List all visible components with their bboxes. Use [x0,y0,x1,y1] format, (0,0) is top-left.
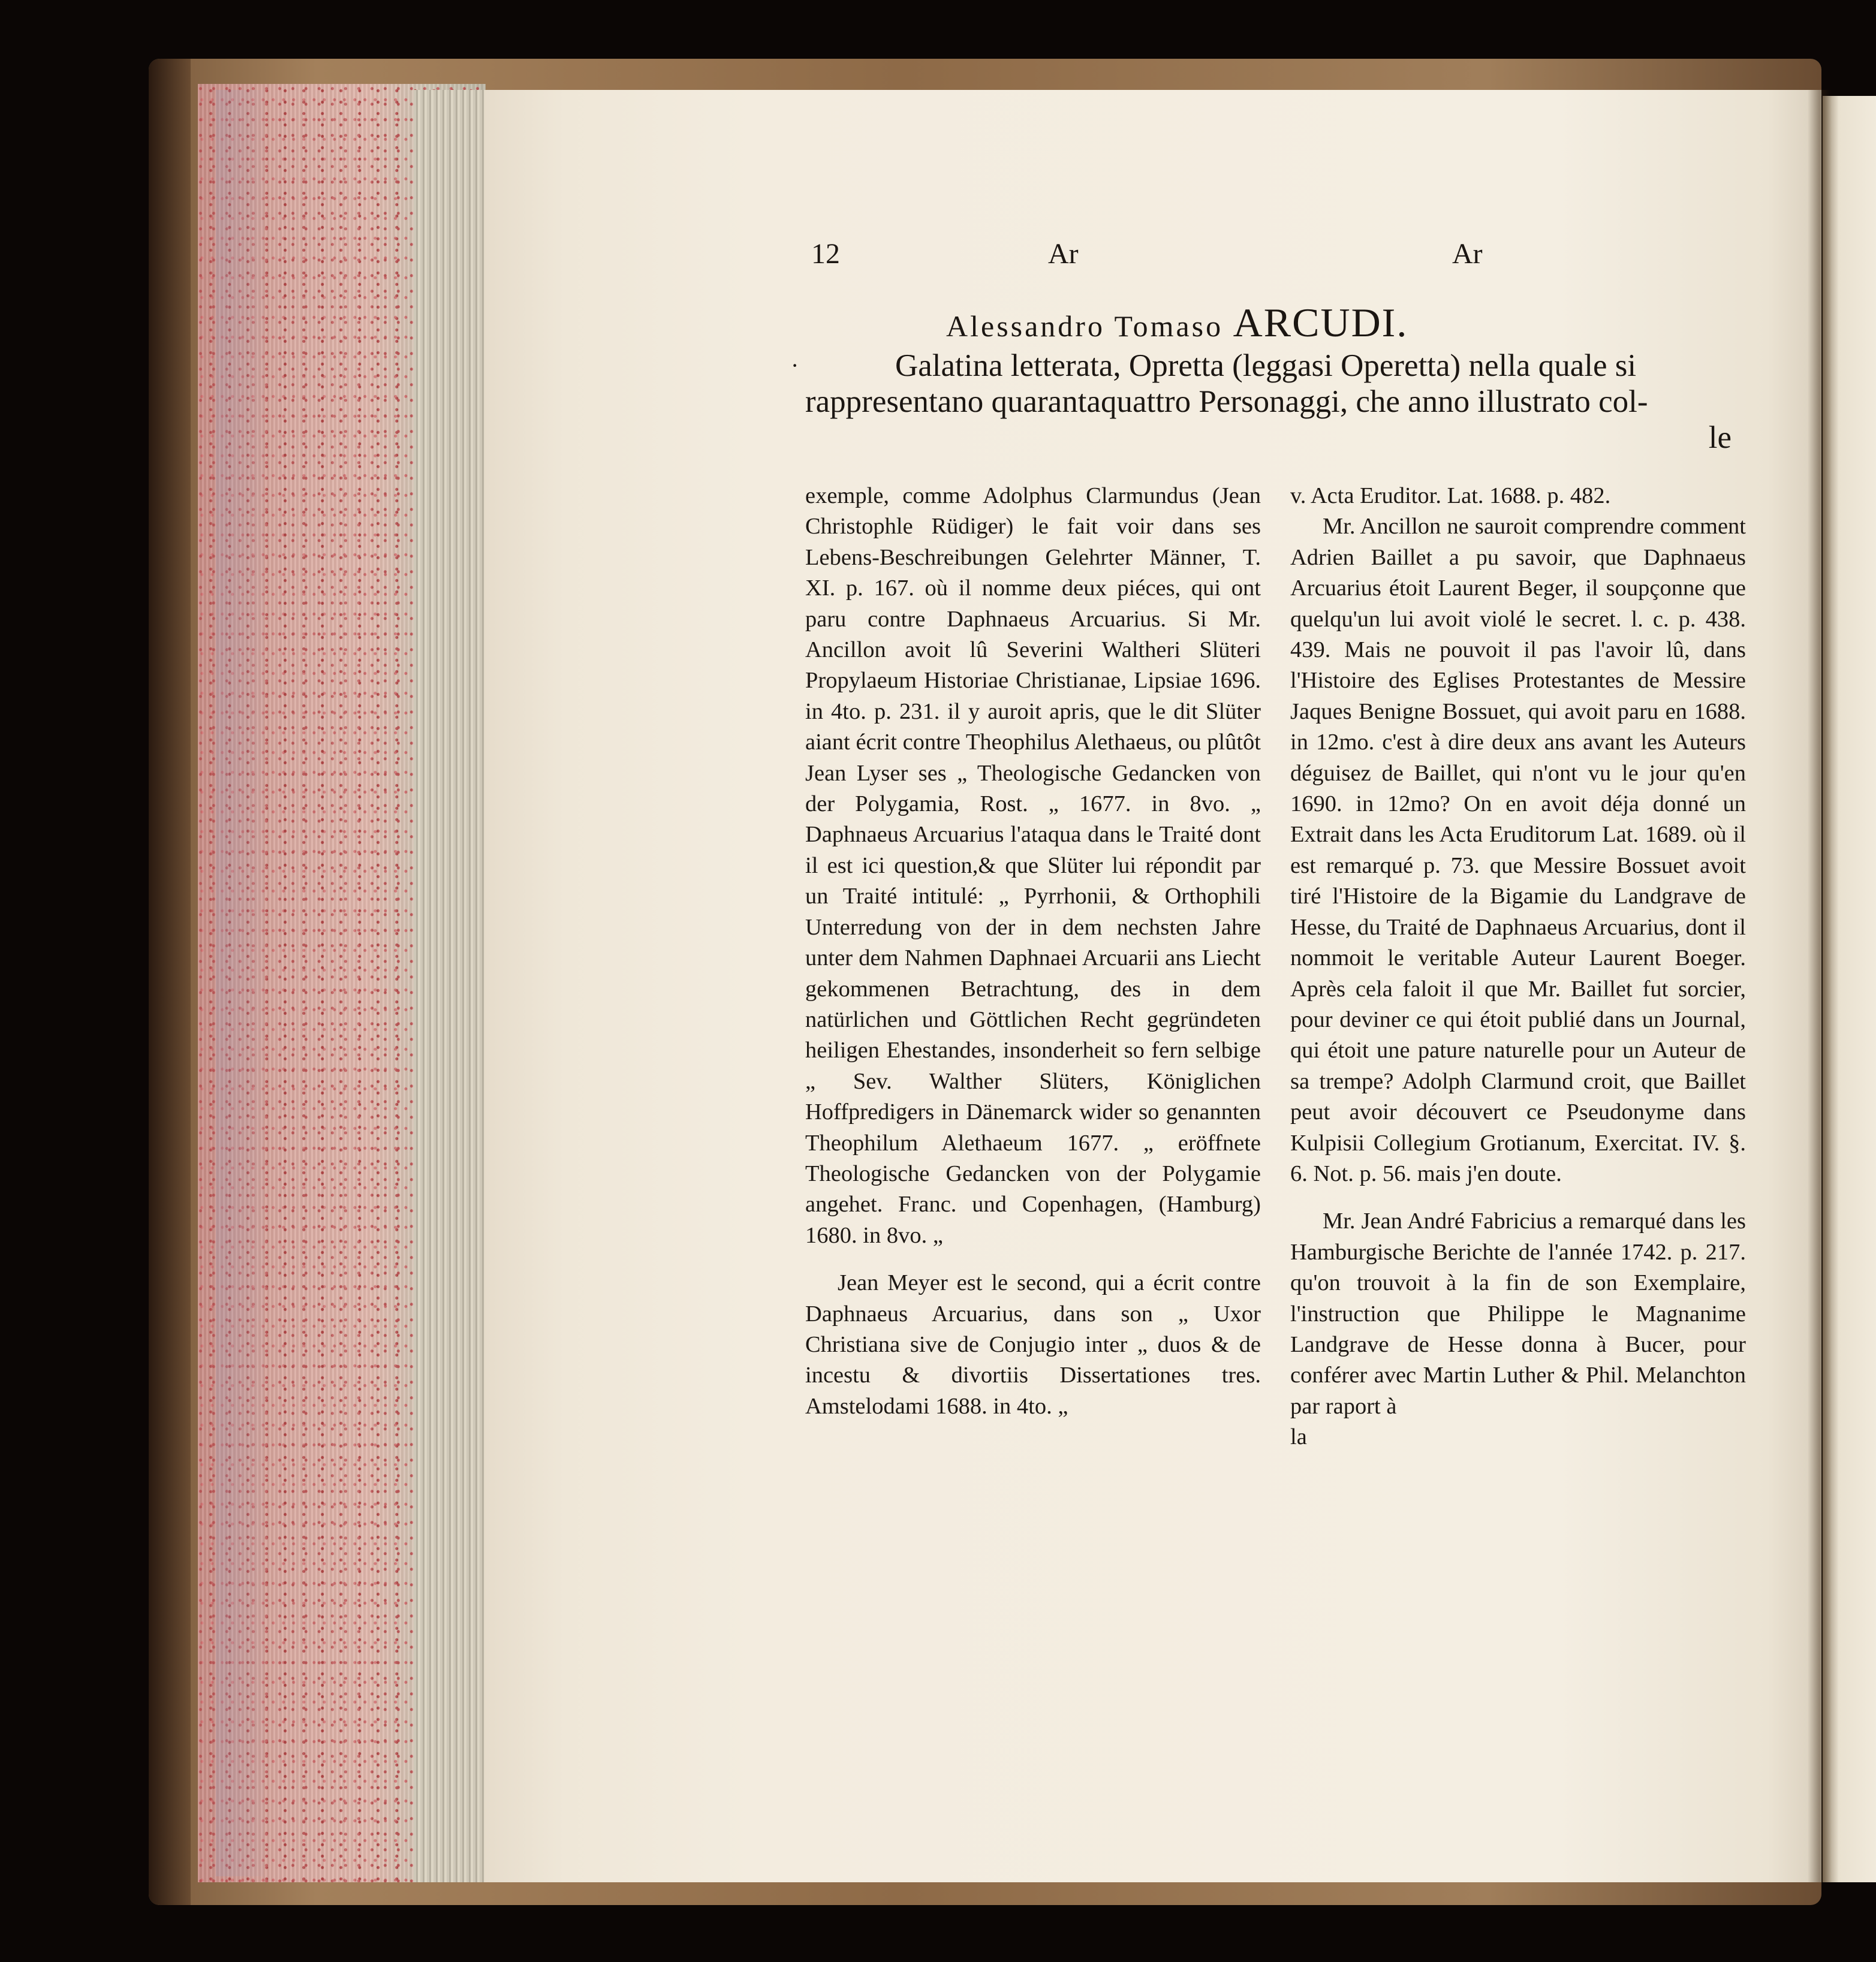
page-edges-tint [216,90,264,1876]
right-paragraph-2: Mr. Ancillon ne sauroit comprendre comment Adrien Baillet a pu savoir, que Daphnaeus Arcuarius étoit Laurent Beger, il soupçonne que quelqu'un lui avoit violé le secret. l. c. p. 438. 439. Mais ne pouvoit il pas l'avoir lû, dans l'Histoire des Eglises Protestantes de Messire Jaques Benigne Bossuet, qui avoit paru en 1688. in 12mo. c'est à dire deux ans avant les Auteurs déguisez de Baillet, qui n'ont vu le jour qu'en 1690. in 12mo? On en avoit déja donné un Extrait dans les Acta Eruditorum Lat. 1689. où il est remarqué p. 73. que Messire Bossuet avoit tiré l'Histoire de la Bigamie du Landgrave de Hesse, du Traité de Daphnaeus Arcuarius, dont il nommoit le veritable Auteur Laurent Boeger. Après cela faloit il que Mr. Baillet fut sorcier, pour deviner ce qui étoit publié dans un Journal, qui étoit une pature naturelle pour un Auteur de sa trempe? Adolph Clarmund croit, que Baillet peut avoir découvert ce Pseudonyme dans Kulpisii Collegium Grotianum, Exercitat. IV. §. 6. Not. p. 56. mais j'en doute. [1290,514,1746,1186]
right-paragraph-1: v. Acta Eruditor. Lat. 1688. p. 482. [1290,483,1611,508]
title-name: Alessandro Tomaso [946,309,1224,343]
left-paragraph-1: exemple, comme Adolphus Clarmundus (Jean Christophle Rüdiger) le fait voir dans ses Lebens-Beschreibungen Gelehrter Männer, T. XI. p. 167. où il nomme deux piéces, qui ont paru contre Daphnaeus Arcuarius. Si Mr. Ancillon avoit lû Severini Waltheri Slüteri Propylaeum Historiae Christianae, Lipsiae 1696. in 4to. p. 231. il y auroit apris, que le dit Slüter aiant écrit contre Theophilus Alethaeus, ou plûtôt Jean Lyser ses „ Theologische Gedancken von der Polygamia, Rost. „ 1677. in 8vo. „ Daphnaeus Arcuarius l'ataqua dans le Traité dont il est ici question,& que Slüter lui répondit par un Traité intitulé: „ Pyrrhonii, & Orthophili Unterredung von der in dem nechsten Jahre unter dem Nahmen Daphnaei Arcuarii ans Liecht gekommenen Betrachtung, des in dem natürlichen und Göttlichen Recht gegründeten heiligen Ehestandes, insonderheit so fern selbige „ Sev. Walther Slüters, Königlichen Hoffpredigers in Dänemarck wider so genannten Theophilum Alethaeum 1677. „ eröffnete Theologische Gedancken von der Polygamie angehet. Franc. und Copenhagen, (Hamburg) 1680. in 8vo. „ [805,483,1261,1248]
intro-line-3: le [1708,420,1732,455]
article-intro [791,348,1732,456]
book-spine [149,59,191,1905]
article-title [946,300,1408,346]
title-surname: ARCUDI. [1233,300,1408,345]
intro-line-1: Galatina letterata, Opretta (leggasi Operetta) nella quale si [895,348,1637,383]
running-head-left: Ar [1048,238,1079,270]
catchword: la [1290,1424,1307,1450]
text-column-left [805,481,1261,1422]
book-gutter [1808,90,1832,1882]
page-edges-gray [414,90,486,1882]
left-paragraph-2: Jean Meyer est le second, qui a écrit contre Daphnaeus Arcuarius, dans son „ Uxor Christiana sive de Conjugio inter „ duos & de incestu & divortiis Dissertationes tres. Amstelodami 1688. in 4to. „ [805,1270,1261,1419]
running-head-right: Ar [1452,238,1483,270]
text-column-right [1290,481,1746,1453]
intro-line-2: rappresentano quarantaquattro Personaggi, che anno illustrato col- [805,384,1648,419]
intro-mark: · [791,352,799,379]
right-paragraph-3: Mr. Jean André Fabricius a remarqué dans les Hamburgische Berichte de l'année 1742. p. 217. qu'on trouvoit à la fin de son Exemplaire, l'instruction que Philippe le Magnanime Landgrave de Hesse donna à Bucer, pour conférer avec Martin Luther & Phil. Melanchton par raport à [1290,1208,1746,1419]
page-number: 12 [811,238,840,270]
